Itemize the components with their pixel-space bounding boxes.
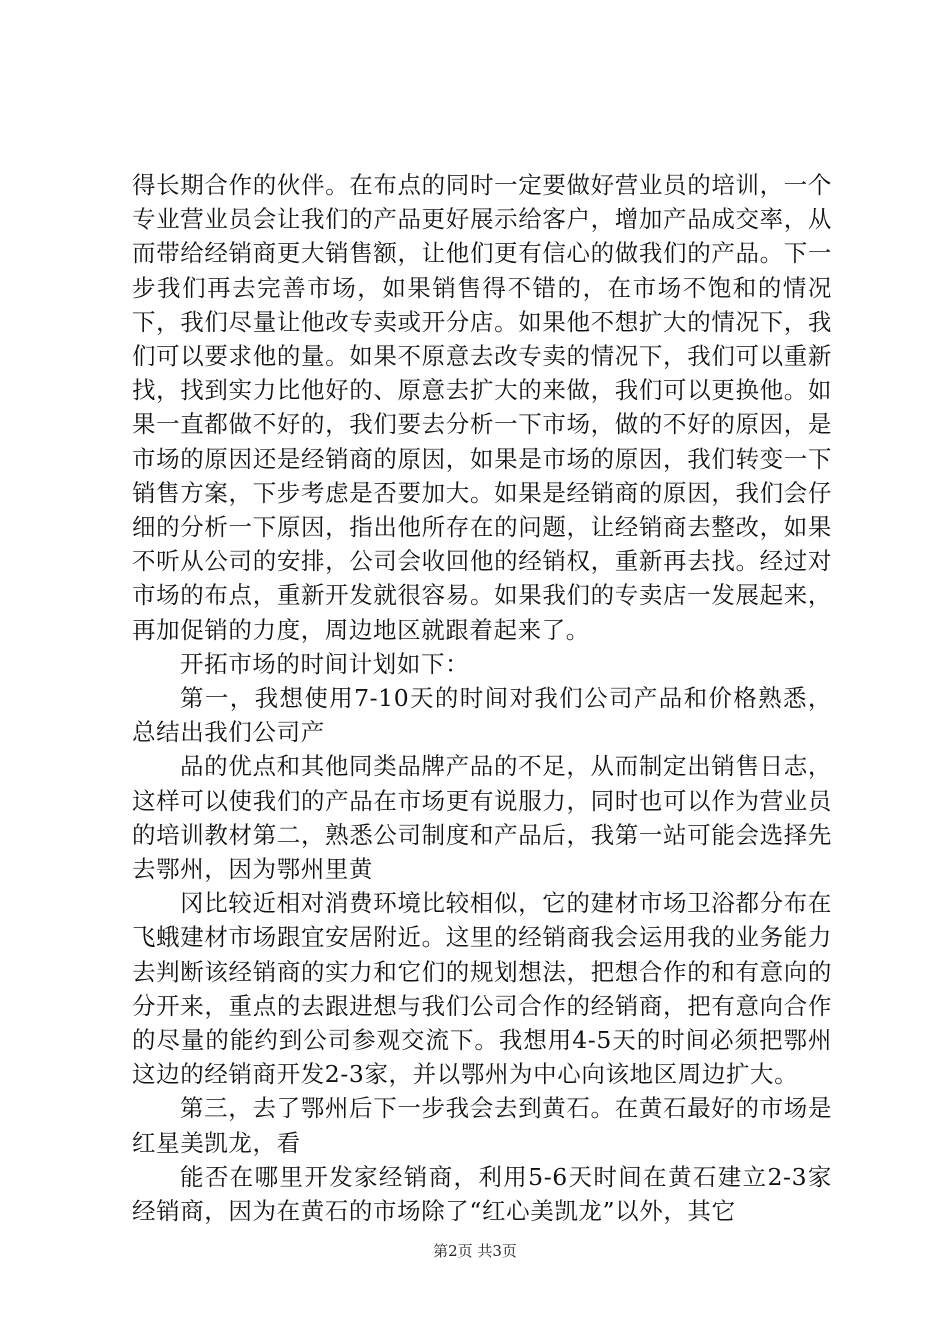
page-number-footer: 第2页 共3页 [433,1242,517,1260]
paragraph-7: 能否在哪里开发家经销商，利用5-6天时间在黄石建立2-3家经销商，因为在黄石的市场除了“红心美凯龙”以外，其它 [132,1162,832,1226]
paragraph-6: 第三，去了鄂州后下一步我会去到黄石。在黄石最好的市场是红星美凯龙，看 [132,1094,832,1157]
document-body [132,168,832,1228]
paragraph-4: 品的优点和其他同类品牌产品的不足，从而制定出销售日志，这样可以使我们的产品在市场更有说服力，同时也可以作为营业员的培训教材第二，熟悉公司制度和产品后，我第一站可能会选择先去鄂州，因为鄂州里黄 [132,752,832,884]
paragraph-5: 冈比较近相对消费环境比较相似，它的建材市场卫浴都分布在飞蛾建材市场跟宜安居附近。这里的经销商我会运用我的业务能力去判断该经销商的实力和它们的规划想法，把想合作的和有意向的分开来，重点的去跟进想与我们公司合作的经销商，把有意向合作的尽量的能约到公司参观交流下。我想用4-5天的时间必须把鄂州这边的经销商开发2-3家，并以鄂州为中心向该地区周边扩大。 [132,889,832,1089]
paragraph-2: 开拓市场的时间计划如下： [180,649,470,678]
paragraph-3: 第一，我想使用7-10天的时间对我们公司产品和价格熟悉，总结出我们公司产 [132,684,832,747]
paragraph-1: 得长期合作的伙伴。在布点的同时一定要做好营业员的培训，一个专业营业员会让我们的产品更好展示给客户，增加产品成交率，从而带给经销商更大销售额，让他们更有信心的做我们的产品。下一步我们再去完善市场，如果销售得不错的，在市场不饱和的情况下，我们尽量让他改专卖或开分店。如果他不想扩大的情况下，我们可以要求他的量。如果不原意去改专卖的情况下，我们可以重新找，找到实力比他好的、原意去扩大的来做，我们可以更换他。如果一直都做不好的，我们要去分析一下市场，做的不好的原因，是市场的原因还是经销商的原因，如果是市场的原因，我们转变一下销售方案，下步考虑是否要加大。如果是经销商的原因，我们会仔细的分析一下原因，指出他所存在的问题，让经销商去整改，如果不听从公司的安排，公司会收回他的经销权，重新再去找。经过对市场的布点，重新开发就很容易。如果我们的专卖店一发展起来，再加促销的力度，周边地区就跟着起来了。 [132,171,832,644]
